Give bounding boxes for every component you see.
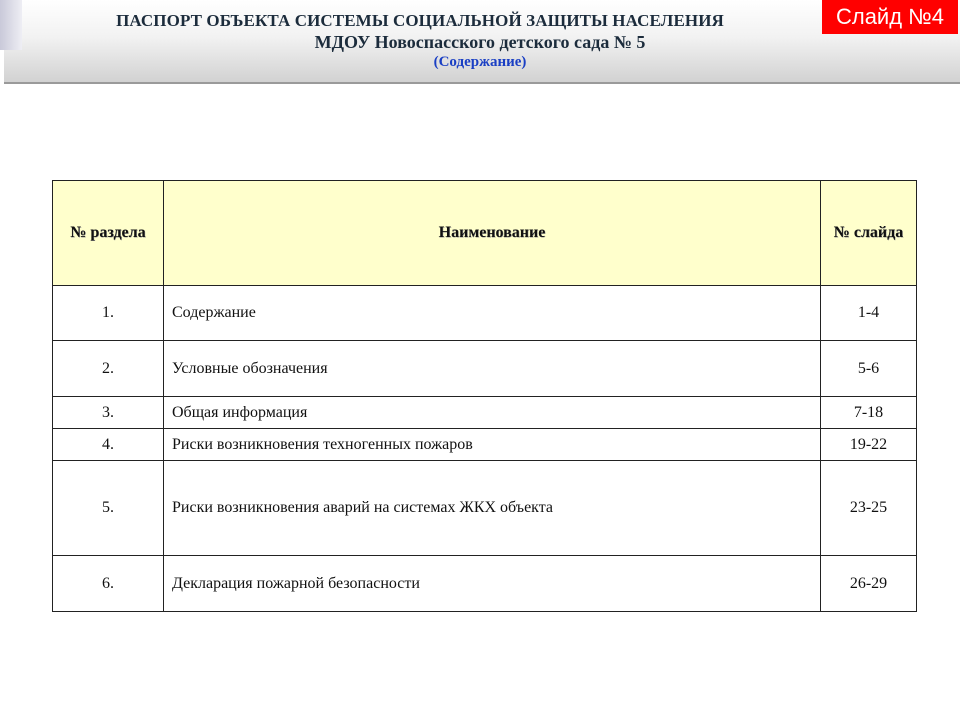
row-name: Риски возникновения аварий на системах ЖКХ объекта — [164, 461, 821, 556]
table-row — [53, 556, 917, 612]
contents-table — [52, 180, 917, 612]
row-name: Риски возникновения техногенных пожаров — [164, 429, 821, 461]
table-row — [53, 341, 917, 397]
row-slides: 7-18 — [821, 397, 917, 429]
row-slides: 1-4 — [821, 286, 917, 341]
page-subtitle: (Содержание) — [433, 54, 527, 70]
header-section-number: № раздела — [53, 181, 164, 286]
row-slides: 23-25 — [821, 461, 917, 556]
row-section-number: 6. — [53, 556, 164, 612]
row-name: Общая информация — [164, 397, 821, 429]
row-section-number: 4. — [53, 429, 164, 461]
table-row — [53, 286, 917, 341]
header-name: Наименование — [164, 181, 821, 286]
table-row — [53, 461, 917, 556]
row-slides: 26-29 — [821, 556, 917, 612]
slide-number-badge: Слайд №4 — [822, 0, 958, 34]
table-header-row — [53, 181, 917, 286]
row-slides: 5-6 — [821, 341, 917, 397]
row-name: Условные обозначения — [164, 341, 821, 397]
page-title: ПАСПОРТ ОБЪЕКТА СИСТЕМЫ СОЦИАЛЬНОЙ ЗАЩИТЫ НАСЕЛЕНИЯ — [116, 11, 724, 30]
row-section-number: 5. — [53, 461, 164, 556]
header-slide-number: № слайда — [821, 181, 917, 286]
row-section-number: 1. — [53, 286, 164, 341]
row-section-number: 2. — [53, 341, 164, 397]
table-row — [53, 397, 917, 429]
institution-name: МДОУ Новоспасского детского сада № 5 — [314, 32, 646, 52]
row-section-number: 3. — [53, 397, 164, 429]
row-name: Декларация пожарной безопасности — [164, 556, 821, 612]
row-slides: 19-22 — [821, 429, 917, 461]
row-name: Содержание — [164, 286, 821, 341]
table-row — [53, 429, 917, 461]
